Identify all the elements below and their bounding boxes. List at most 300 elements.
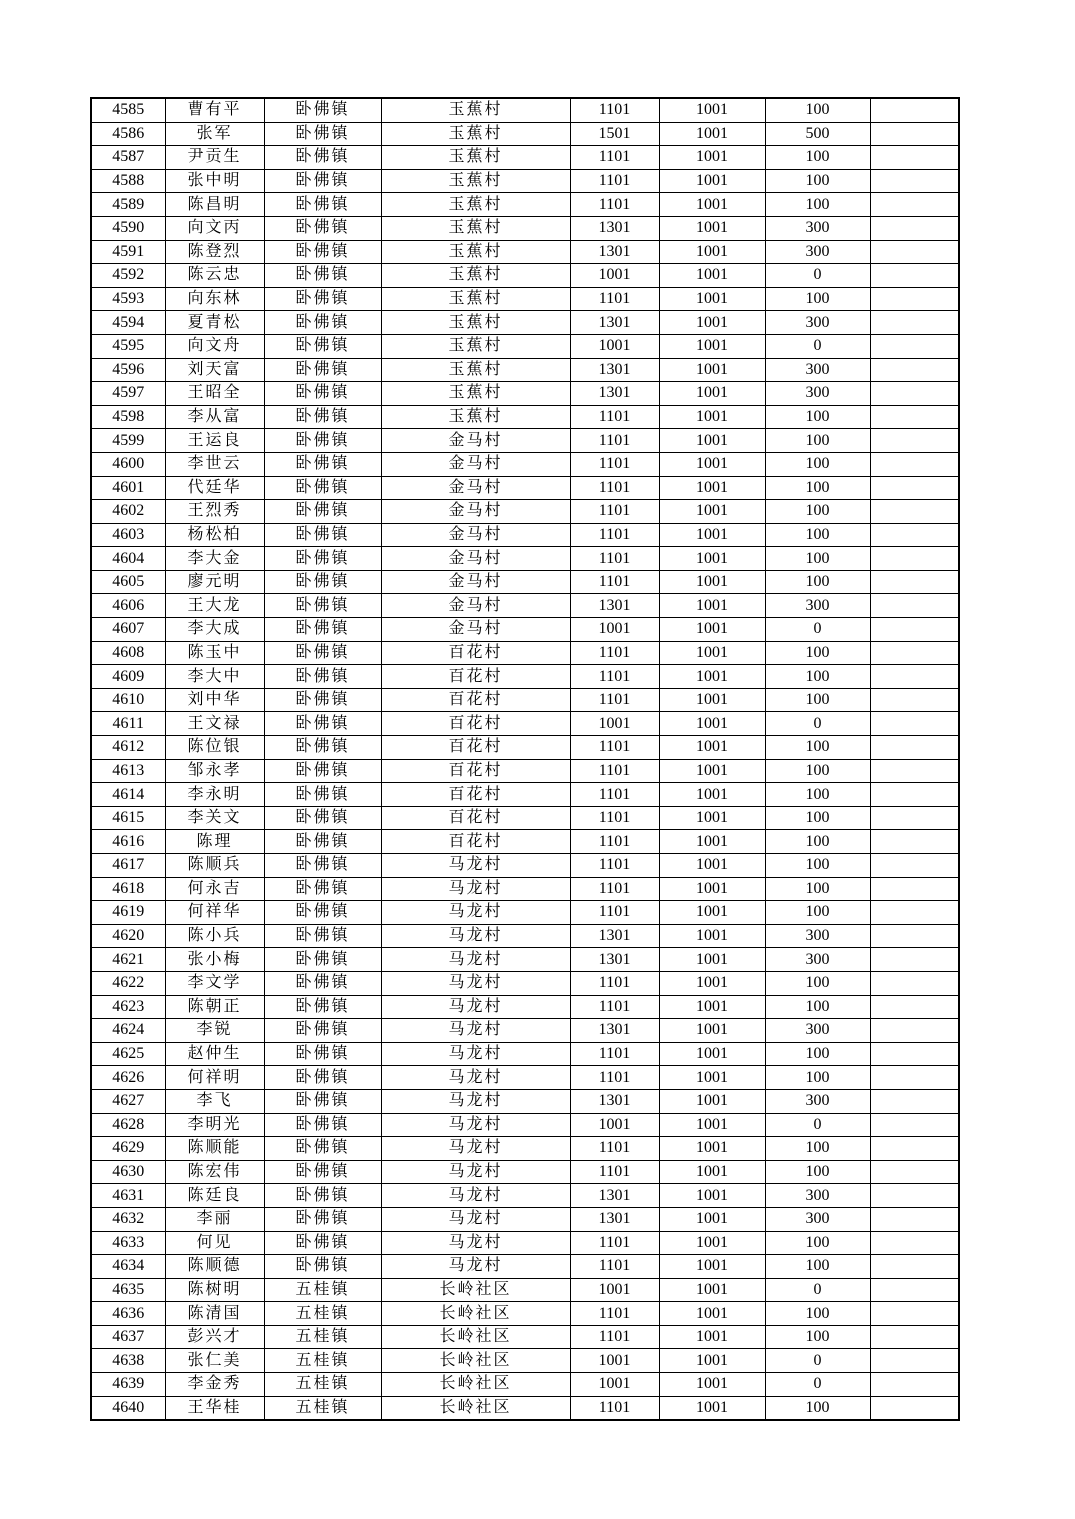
code-a-cell: 1101 xyxy=(570,1066,659,1090)
town-cell: 卧佛镇 xyxy=(264,405,381,429)
name-cell: 刘天富 xyxy=(165,358,264,382)
village-cell: 百花村 xyxy=(381,759,570,783)
serial-cell: 4585 xyxy=(91,98,165,122)
code-b-cell: 1001 xyxy=(659,405,765,429)
town-cell: 卧佛镇 xyxy=(264,1113,381,1137)
amount-cell: 100 xyxy=(765,783,870,807)
name-cell: 陈朝正 xyxy=(165,995,264,1019)
code-a-cell: 1101 xyxy=(570,405,659,429)
code-a-cell: 1101 xyxy=(570,759,659,783)
table-row xyxy=(91,1255,959,1279)
name-cell: 李锐 xyxy=(165,1019,264,1043)
code-b-cell: 1001 xyxy=(659,1396,765,1420)
serial-cell: 4627 xyxy=(91,1089,165,1113)
amount-cell: 100 xyxy=(765,971,870,995)
town-cell: 卧佛镇 xyxy=(264,240,381,264)
code-a-cell: 1101 xyxy=(570,476,659,500)
note-cell xyxy=(870,712,959,736)
serial-cell: 4606 xyxy=(91,594,165,618)
town-cell: 卧佛镇 xyxy=(264,382,381,406)
name-cell: 陈顺能 xyxy=(165,1137,264,1161)
village-cell: 金马村 xyxy=(381,570,570,594)
serial-cell: 4614 xyxy=(91,783,165,807)
village-cell: 百花村 xyxy=(381,736,570,760)
amount-cell: 0 xyxy=(765,1349,870,1373)
note-cell xyxy=(870,98,959,122)
serial-cell: 4602 xyxy=(91,500,165,524)
name-cell: 王昭全 xyxy=(165,382,264,406)
note-cell xyxy=(870,405,959,429)
table-row xyxy=(91,1019,959,1043)
name-cell: 陈树明 xyxy=(165,1278,264,1302)
village-cell: 金马村 xyxy=(381,618,570,642)
note-cell xyxy=(870,736,959,760)
code-a-cell: 1301 xyxy=(570,382,659,406)
table-row xyxy=(91,240,959,264)
code-b-cell: 1001 xyxy=(659,1042,765,1066)
town-cell: 卧佛镇 xyxy=(264,523,381,547)
table-row xyxy=(91,830,959,854)
code-b-cell: 1001 xyxy=(659,264,765,288)
note-cell xyxy=(870,1349,959,1373)
code-a-cell: 1301 xyxy=(570,594,659,618)
town-cell: 卧佛镇 xyxy=(264,665,381,689)
amount-cell: 300 xyxy=(765,216,870,240)
amount-cell: 300 xyxy=(765,594,870,618)
amount-cell: 100 xyxy=(765,1325,870,1349)
town-cell: 卧佛镇 xyxy=(264,287,381,311)
table-row xyxy=(91,1113,959,1137)
town-cell: 卧佛镇 xyxy=(264,146,381,170)
amount-cell: 100 xyxy=(765,452,870,476)
code-b-cell: 1001 xyxy=(659,1207,765,1231)
name-cell: 何祥华 xyxy=(165,901,264,925)
serial-cell: 4633 xyxy=(91,1231,165,1255)
town-cell: 卧佛镇 xyxy=(264,924,381,948)
amount-cell: 100 xyxy=(765,405,870,429)
note-cell xyxy=(870,382,959,406)
town-cell: 卧佛镇 xyxy=(264,641,381,665)
table-row xyxy=(91,1137,959,1161)
note-cell xyxy=(870,1160,959,1184)
serial-cell: 4588 xyxy=(91,169,165,193)
code-a-cell: 1101 xyxy=(570,429,659,453)
serial-cell: 4619 xyxy=(91,901,165,925)
village-cell: 百花村 xyxy=(381,665,570,689)
town-cell: 卧佛镇 xyxy=(264,547,381,571)
table-row xyxy=(91,971,959,995)
amount-cell: 100 xyxy=(765,1396,870,1420)
serial-cell: 4631 xyxy=(91,1184,165,1208)
note-cell xyxy=(870,287,959,311)
name-cell: 李大成 xyxy=(165,618,264,642)
serial-cell: 4638 xyxy=(91,1349,165,1373)
village-cell: 玉蕉村 xyxy=(381,146,570,170)
note-cell xyxy=(870,995,959,1019)
village-cell: 玉蕉村 xyxy=(381,287,570,311)
table-row xyxy=(91,523,959,547)
village-cell: 金马村 xyxy=(381,500,570,524)
note-cell xyxy=(870,311,959,335)
name-cell: 张军 xyxy=(165,122,264,146)
code-b-cell: 1001 xyxy=(659,358,765,382)
town-cell: 卧佛镇 xyxy=(264,901,381,925)
table-row xyxy=(91,901,959,925)
name-cell: 陈清国 xyxy=(165,1302,264,1326)
amount-cell: 300 xyxy=(765,1207,870,1231)
amount-cell: 100 xyxy=(765,429,870,453)
table-row xyxy=(91,641,959,665)
serial-cell: 4586 xyxy=(91,122,165,146)
name-cell: 陈小兵 xyxy=(165,924,264,948)
code-a-cell: 1101 xyxy=(570,854,659,878)
note-cell xyxy=(870,665,959,689)
village-cell: 百花村 xyxy=(381,830,570,854)
name-cell: 彭兴才 xyxy=(165,1325,264,1349)
table-row xyxy=(91,688,959,712)
code-a-cell: 1101 xyxy=(570,1396,659,1420)
village-cell: 马龙村 xyxy=(381,854,570,878)
village-cell: 长岭社区 xyxy=(381,1302,570,1326)
table-row xyxy=(91,264,959,288)
table-row xyxy=(91,806,959,830)
code-b-cell: 1001 xyxy=(659,476,765,500)
serial-cell: 4623 xyxy=(91,995,165,1019)
name-cell: 李明光 xyxy=(165,1113,264,1137)
serial-cell: 4610 xyxy=(91,688,165,712)
code-a-cell: 1101 xyxy=(570,146,659,170)
amount-cell: 100 xyxy=(765,1231,870,1255)
name-cell: 向东林 xyxy=(165,287,264,311)
amount-cell: 0 xyxy=(765,1278,870,1302)
name-cell: 尹贡生 xyxy=(165,146,264,170)
serial-cell: 4587 xyxy=(91,146,165,170)
town-cell: 卧佛镇 xyxy=(264,736,381,760)
town-cell: 卧佛镇 xyxy=(264,948,381,972)
code-a-cell: 1101 xyxy=(570,98,659,122)
village-cell: 玉蕉村 xyxy=(381,358,570,382)
town-cell: 卧佛镇 xyxy=(264,500,381,524)
name-cell: 王大龙 xyxy=(165,594,264,618)
name-cell: 廖元明 xyxy=(165,570,264,594)
note-cell xyxy=(870,523,959,547)
code-a-cell: 1101 xyxy=(570,547,659,571)
town-cell: 卧佛镇 xyxy=(264,1255,381,1279)
town-cell: 卧佛镇 xyxy=(264,830,381,854)
serial-cell: 4635 xyxy=(91,1278,165,1302)
town-cell: 卧佛镇 xyxy=(264,759,381,783)
serial-cell: 4598 xyxy=(91,405,165,429)
note-cell xyxy=(870,1278,959,1302)
note-cell xyxy=(870,358,959,382)
amount-cell: 500 xyxy=(765,122,870,146)
note-cell xyxy=(870,1019,959,1043)
table-row xyxy=(91,783,959,807)
serial-cell: 4594 xyxy=(91,311,165,335)
code-a-cell: 1101 xyxy=(570,1255,659,1279)
name-cell: 何永吉 xyxy=(165,877,264,901)
table-row xyxy=(91,1396,959,1420)
note-cell xyxy=(870,169,959,193)
table-row xyxy=(91,924,959,948)
serial-cell: 4595 xyxy=(91,334,165,358)
table-row xyxy=(91,594,959,618)
village-cell: 百花村 xyxy=(381,641,570,665)
village-cell: 玉蕉村 xyxy=(381,264,570,288)
table-row xyxy=(91,1278,959,1302)
code-a-cell: 1101 xyxy=(570,641,659,665)
table-row xyxy=(91,1160,959,1184)
serial-cell: 4592 xyxy=(91,264,165,288)
serial-cell: 4593 xyxy=(91,287,165,311)
code-a-cell: 1101 xyxy=(570,806,659,830)
name-cell: 陈宏伟 xyxy=(165,1160,264,1184)
town-cell: 卧佛镇 xyxy=(264,264,381,288)
amount-cell: 300 xyxy=(765,382,870,406)
name-cell: 张中明 xyxy=(165,169,264,193)
code-a-cell: 1101 xyxy=(570,901,659,925)
code-a-cell: 1301 xyxy=(570,924,659,948)
code-a-cell: 1501 xyxy=(570,122,659,146)
village-cell: 金马村 xyxy=(381,452,570,476)
serial-cell: 4630 xyxy=(91,1160,165,1184)
code-b-cell: 1001 xyxy=(659,1373,765,1397)
serial-cell: 4591 xyxy=(91,240,165,264)
name-cell: 赵仲生 xyxy=(165,1042,264,1066)
note-cell xyxy=(870,500,959,524)
table-row xyxy=(91,1325,959,1349)
note-cell xyxy=(870,1089,959,1113)
code-b-cell: 1001 xyxy=(659,1184,765,1208)
code-b-cell: 1001 xyxy=(659,382,765,406)
code-b-cell: 1001 xyxy=(659,1349,765,1373)
serial-cell: 4605 xyxy=(91,570,165,594)
amount-cell: 100 xyxy=(765,146,870,170)
code-b-cell: 1001 xyxy=(659,971,765,995)
name-cell: 李金秀 xyxy=(165,1373,264,1397)
note-cell xyxy=(870,1066,959,1090)
code-b-cell: 1001 xyxy=(659,311,765,335)
amount-cell: 300 xyxy=(765,1184,870,1208)
serial-cell: 4596 xyxy=(91,358,165,382)
code-a-cell: 1001 xyxy=(570,1113,659,1137)
note-cell xyxy=(870,1184,959,1208)
village-cell: 马龙村 xyxy=(381,971,570,995)
note-cell xyxy=(870,854,959,878)
serial-cell: 4613 xyxy=(91,759,165,783)
village-cell: 长岭社区 xyxy=(381,1373,570,1397)
town-cell: 卧佛镇 xyxy=(264,216,381,240)
code-a-cell: 1101 xyxy=(570,995,659,1019)
table-row xyxy=(91,311,959,335)
town-cell: 卧佛镇 xyxy=(264,452,381,476)
note-cell xyxy=(870,1396,959,1420)
note-cell xyxy=(870,971,959,995)
code-a-cell: 1101 xyxy=(570,1231,659,1255)
table-body xyxy=(91,98,959,1420)
town-cell: 卧佛镇 xyxy=(264,1089,381,1113)
serial-cell: 4600 xyxy=(91,452,165,476)
serial-cell: 4612 xyxy=(91,736,165,760)
village-cell: 长岭社区 xyxy=(381,1349,570,1373)
code-b-cell: 1001 xyxy=(659,452,765,476)
village-cell: 马龙村 xyxy=(381,1066,570,1090)
amount-cell: 100 xyxy=(765,736,870,760)
name-cell: 夏青松 xyxy=(165,311,264,335)
table-row xyxy=(91,712,959,736)
name-cell: 李大金 xyxy=(165,547,264,571)
village-cell: 百花村 xyxy=(381,712,570,736)
code-a-cell: 1101 xyxy=(570,1160,659,1184)
serial-cell: 4618 xyxy=(91,877,165,901)
serial-cell: 4624 xyxy=(91,1019,165,1043)
code-b-cell: 1001 xyxy=(659,287,765,311)
amount-cell: 100 xyxy=(765,193,870,217)
note-cell xyxy=(870,1042,959,1066)
town-cell: 卧佛镇 xyxy=(264,1184,381,1208)
name-cell: 陈登烈 xyxy=(165,240,264,264)
code-b-cell: 1001 xyxy=(659,1278,765,1302)
name-cell: 李永明 xyxy=(165,783,264,807)
table-row xyxy=(91,169,959,193)
table-row xyxy=(91,877,959,901)
village-cell: 百花村 xyxy=(381,688,570,712)
table-row xyxy=(91,193,959,217)
table-row xyxy=(91,216,959,240)
serial-cell: 4601 xyxy=(91,476,165,500)
name-cell: 陈廷良 xyxy=(165,1184,264,1208)
name-cell: 陈昌明 xyxy=(165,193,264,217)
name-cell: 陈顺德 xyxy=(165,1255,264,1279)
code-b-cell: 1001 xyxy=(659,688,765,712)
village-cell: 玉蕉村 xyxy=(381,122,570,146)
town-cell: 卧佛镇 xyxy=(264,688,381,712)
table-row xyxy=(91,1207,959,1231)
code-a-cell: 1101 xyxy=(570,1137,659,1161)
code-a-cell: 1101 xyxy=(570,665,659,689)
code-a-cell: 1001 xyxy=(570,1278,659,1302)
village-cell: 马龙村 xyxy=(381,948,570,972)
name-cell: 李世云 xyxy=(165,452,264,476)
note-cell xyxy=(870,570,959,594)
name-cell: 刘中华 xyxy=(165,688,264,712)
town-cell: 卧佛镇 xyxy=(264,712,381,736)
serial-cell: 4632 xyxy=(91,1207,165,1231)
village-cell: 马龙村 xyxy=(381,1113,570,1137)
code-b-cell: 1001 xyxy=(659,216,765,240)
town-cell: 五桂镇 xyxy=(264,1373,381,1397)
note-cell xyxy=(870,547,959,571)
code-b-cell: 1001 xyxy=(659,500,765,524)
name-cell: 陈玉中 xyxy=(165,641,264,665)
amount-cell: 100 xyxy=(765,476,870,500)
note-cell xyxy=(870,948,959,972)
village-cell: 马龙村 xyxy=(381,1231,570,1255)
code-a-cell: 1301 xyxy=(570,1019,659,1043)
amount-cell: 100 xyxy=(765,169,870,193)
amount-cell: 100 xyxy=(765,995,870,1019)
code-a-cell: 1101 xyxy=(570,1042,659,1066)
amount-cell: 300 xyxy=(765,1019,870,1043)
amount-cell: 100 xyxy=(765,806,870,830)
name-cell: 陈云忠 xyxy=(165,264,264,288)
code-a-cell: 1301 xyxy=(570,216,659,240)
town-cell: 卧佛镇 xyxy=(264,995,381,1019)
town-cell: 卧佛镇 xyxy=(264,358,381,382)
name-cell: 何见 xyxy=(165,1231,264,1255)
note-cell xyxy=(870,901,959,925)
code-a-cell: 1301 xyxy=(570,358,659,382)
code-a-cell: 1101 xyxy=(570,830,659,854)
note-cell xyxy=(870,688,959,712)
table-row xyxy=(91,1066,959,1090)
code-b-cell: 1001 xyxy=(659,98,765,122)
table-row xyxy=(91,1302,959,1326)
village-cell: 玉蕉村 xyxy=(381,405,570,429)
name-cell: 王运良 xyxy=(165,429,264,453)
name-cell: 邹永孝 xyxy=(165,759,264,783)
table-row xyxy=(91,995,959,1019)
amount-cell: 100 xyxy=(765,759,870,783)
serial-cell: 4636 xyxy=(91,1302,165,1326)
code-a-cell: 1101 xyxy=(570,452,659,476)
amount-cell: 0 xyxy=(765,618,870,642)
code-b-cell: 1001 xyxy=(659,1255,765,1279)
code-a-cell: 1101 xyxy=(570,523,659,547)
village-cell: 马龙村 xyxy=(381,877,570,901)
amount-cell: 300 xyxy=(765,311,870,335)
table-row xyxy=(91,759,959,783)
village-cell: 金马村 xyxy=(381,547,570,571)
amount-cell: 300 xyxy=(765,1089,870,1113)
village-cell: 马龙村 xyxy=(381,1042,570,1066)
code-a-cell: 1101 xyxy=(570,783,659,807)
village-cell: 马龙村 xyxy=(381,924,570,948)
table-row xyxy=(91,618,959,642)
village-cell: 长岭社区 xyxy=(381,1396,570,1420)
code-b-cell: 1001 xyxy=(659,736,765,760)
amount-cell: 300 xyxy=(765,358,870,382)
table-row xyxy=(91,547,959,571)
code-b-cell: 1001 xyxy=(659,901,765,925)
table-row xyxy=(91,1042,959,1066)
note-cell xyxy=(870,334,959,358)
town-cell: 卧佛镇 xyxy=(264,854,381,878)
name-cell: 陈位银 xyxy=(165,736,264,760)
serial-cell: 4608 xyxy=(91,641,165,665)
town-cell: 卧佛镇 xyxy=(264,1042,381,1066)
code-b-cell: 1001 xyxy=(659,146,765,170)
code-b-cell: 1001 xyxy=(659,1231,765,1255)
code-a-cell: 1101 xyxy=(570,736,659,760)
table-row xyxy=(91,1184,959,1208)
code-b-cell: 1001 xyxy=(659,1019,765,1043)
code-a-cell: 1101 xyxy=(570,1325,659,1349)
amount-cell: 100 xyxy=(765,1066,870,1090)
town-cell: 卧佛镇 xyxy=(264,1160,381,1184)
town-cell: 卧佛镇 xyxy=(264,1231,381,1255)
note-cell xyxy=(870,1207,959,1231)
village-cell: 百花村 xyxy=(381,806,570,830)
serial-cell: 4622 xyxy=(91,971,165,995)
code-a-cell: 1301 xyxy=(570,240,659,264)
note-cell xyxy=(870,476,959,500)
name-cell: 李丽 xyxy=(165,1207,264,1231)
amount-cell: 100 xyxy=(765,665,870,689)
table-row xyxy=(91,1349,959,1373)
amount-cell: 100 xyxy=(765,547,870,571)
town-cell: 卧佛镇 xyxy=(264,877,381,901)
